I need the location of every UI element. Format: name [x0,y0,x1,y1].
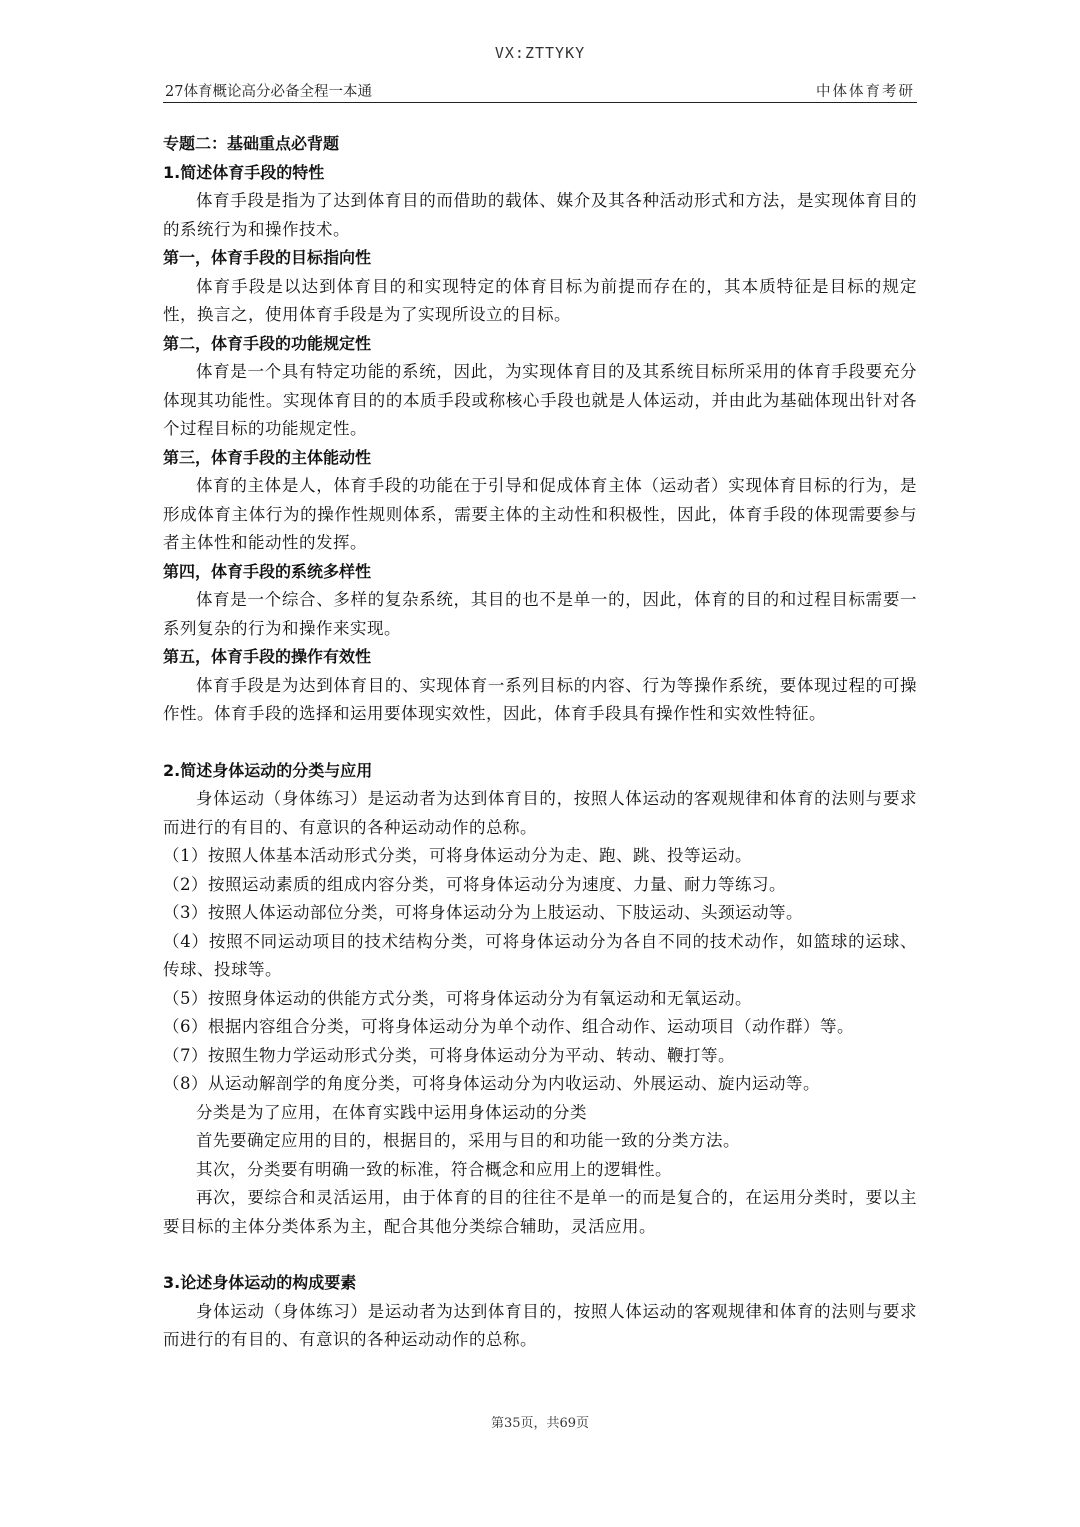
point-text: 体育手段是以达到体育目的和实现特定的体育目标为前提而存在的，其本质特征是目标的规定性，换言之，使用体育手段是为了实现所设立的目标。 [163,276,917,324]
application-text: 分类是为了应用，在体育实践中运用身体运动的分类 [196,1102,587,1122]
application-text: 其次，分类要有明确一致的标准，符合概念和应用上的逻辑性。 [196,1159,672,1179]
point-heading: 第四，体育手段的系统多样性 [163,561,372,581]
point-heading: 第一，体育手段的目标指向性 [163,248,372,267]
classification-item: （6）根据内容组合分类，可将身体运动分为单个动作、组合动作、运动项目（动作群）等。 [163,1017,854,1036]
page-header [163,78,917,103]
point-text: 体育是一个具有特定功能的系统，因此，为实现体育目的及其系统目标所采用的体育手段要充分体现其功能性。实现体育目的的本质手段或称核心手段也就是人体运动，并由此为基础体现出针对各个过程目标的功能规定性。 [163,362,917,438]
point-heading: 第五，体育手段的操作有效性 [163,647,372,666]
question-3-intro: 身体运动（身体练习）是运动者为达到体育目的，按照人体运动的客观规律和体育的法则与要求而进行的有目的、有意识的各种运动动作的总称。 [163,1301,917,1349]
page-number: 第35页，共69页 [490,1416,590,1431]
question-2-intro: 身体运动（身体练习）是运动者为达到体育目的，按照人体运动的客观规律和体育的法则与要求而进行的有目的、有意识的各种运动动作的总称。 [163,789,917,837]
question-1-title: 1.简述体育手段的特性 [163,162,325,182]
header-book-title: 27体育概论高分必备全程一本通 [165,84,372,100]
classification-item: （5）按照身体运动的供能方式分类，可将身体运动分为有氧运动和无氧运动。 [163,988,752,1008]
classification-item: （2）按照运动素质的组成内容分类，可将身体运动分为速度、力量、耐力等练习。 [163,874,786,894]
header-publisher: 中体体育考研 [816,84,915,100]
question-1-intro: 体育手段是指为了达到体育目的而借助的载体、媒介及其各种活动形式和方法，是实现体育目的的系统行为和操作技术。 [163,191,917,239]
watermark: VX:ZTTYKY [494,44,586,62]
application-text: 再次，要综合和灵活运用，由于体育的目的往往不是单一的而是复合的，在运用分类时，要以主要目标的主体分类体系为主，配合其他分类综合辅助，灵活应用。 [163,1188,917,1236]
page-content [163,130,917,1355]
classification-item: （4）按照不同运动项目的技术结构分类，可将身体运动分为各自不同的技术动作，如篮球的运球、传球、投球等。 [163,931,917,979]
classification-item: （7）按照生物力学运动形式分类，可将身体运动分为平动、转动、鞭打等。 [163,1045,735,1065]
classification-item: （3）按照人体运动部位分类，可将身体运动分为上肢运动、下肢运动、头颈运动等。 [163,903,803,922]
point-text: 体育手段是为达到体育目的、实现体育一系列目标的内容、行为等操作系统，要体现过程的可操作性。体育手段的选择和运用要体现实效性，因此，体育手段具有操作性和实效性特征。 [163,675,917,723]
classification-item: （8）从运动解剖学的角度分类，可将身体运动分为内收运动、外展运动、旋内运动等。 [163,1074,820,1093]
point-text: 体育是一个综合、多样的复杂系统，其目的也不是单一的，因此，体育的目的和过程目标需要一系列复杂的行为和操作来实现。 [163,590,917,638]
question-3-title: 3.论述身体运动的构成要素 [163,1273,357,1292]
topic-title: 专题二：基础重点必背题 [163,134,340,153]
point-text: 体育的主体是人，体育手段的功能在于引导和促成体育主体（运动者）实现体育目标的行为，是形成体育主体行为的操作性规则体系，需要主体的主动性和积极性，因此，体育手段的体现需要参与者主体性和能动性的发挥。 [163,476,917,552]
point-heading: 第三，体育手段的主体能动性 [163,447,372,467]
question-2-title: 2.简述身体运动的分类与应用 [163,760,373,780]
application-text: 首先要确定应用的目的，根据目的，采用与目的和功能一致的分类方法。 [196,1131,740,1150]
classification-item: （1）按照人体基本活动形式分类，可将身体运动分为走、跑、跳、投等运动。 [163,846,752,865]
point-heading: 第二，体育手段的功能规定性 [163,333,372,353]
